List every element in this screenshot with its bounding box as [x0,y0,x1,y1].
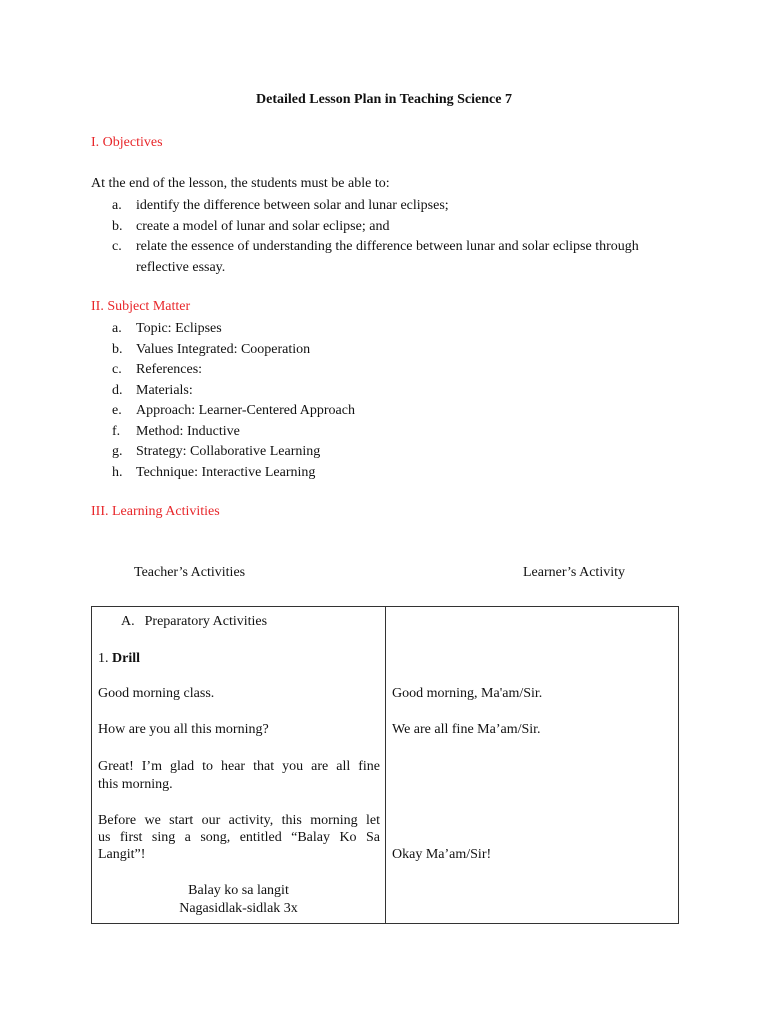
teacher-song-paragraph [98,812,380,863]
list-item [91,463,686,484]
learner-cell [386,607,679,924]
list-text: Strategy: Collaborative Learning [136,444,321,459]
list-item [91,319,686,340]
learner-greeting: Good morning, Ma'am/Sir. [392,686,543,701]
drill-title: Drill [112,651,140,666]
list-marker: b. [112,218,123,234]
list-text: identify the difference between solar and lunar eclipses; [136,198,449,213]
list-item [91,422,686,443]
table-row [92,607,679,924]
list-item [91,360,686,381]
list-text: Technique: Interactive Learning [136,464,316,480]
list-text: Method: Inductive [136,423,240,439]
list-marker: g. [112,444,123,459]
learner-answer: We are all fine Ma’am/Sir. [392,722,541,737]
paragraph-line: Before we start our activity, this morning let [98,813,380,828]
teacher-activities-header: Teacher’s Activities [134,565,246,580]
drill-heading [98,651,380,667]
list-text: create a model of lunar and solar eclipse; and [136,218,390,234]
list-item [91,237,686,278]
lyric-line: Balay ko sa langit [188,883,289,898]
teacher-greeting: Good morning class. [98,686,215,701]
list-marker: h. [112,464,123,480]
learner-okay: Okay Ma’am/Sir! [392,847,492,862]
list-marker: e. [112,403,122,418]
section-title-text: Preparatory Activities [144,614,268,629]
paragraph-line: us first sing a song, entitled “Balay Ko Sa [98,830,380,845]
list-marker: c. [112,239,122,254]
objectives-heading: I. Objectives [91,135,163,150]
song-lyrics [92,882,385,918]
list-text: relate the essence of understanding the difference between lunar and solar eclipse through reflective essay. [136,239,639,275]
list-item [91,442,686,463]
list-marker: f. [112,423,121,439]
activities-table [91,606,679,924]
list-item [91,340,686,361]
objectives-list [91,196,686,278]
paragraph-line: Great! I’m glad to hear that you are all fine [98,759,380,774]
list-marker: a. [112,321,122,336]
list-text: Values Integrated: Cooperation [136,341,311,357]
teacher-glad-paragraph [98,758,380,794]
list-marker: a. [112,198,122,213]
list-text: Topic: Eclipses [136,321,222,336]
objectives-intro: At the end of the lesson, the students must be able to: [91,176,390,191]
learner-activity-header: Learner’s Activity [523,565,625,580]
paragraph-line: Langit”! [98,847,146,862]
learning-activities-heading: III. Learning Activities [91,504,220,519]
teacher-cell [92,607,386,924]
list-item [91,217,686,238]
list-item [91,381,686,402]
list-marker: c. [112,362,122,377]
list-text: Approach: Learner-Centered Approach [136,403,355,418]
document-title: Detailed Lesson Plan in Teaching Science 7 [256,92,512,107]
section-marker: A. [121,614,135,629]
drill-number: 1. [98,651,109,666]
subject-matter-list [91,319,686,483]
list-item [91,196,686,217]
lyric-line: Nagasidlak-sidlak 3x [179,901,298,916]
list-marker: d. [112,382,123,398]
section-title [121,614,267,630]
list-item [91,401,686,422]
paragraph-line: this morning. [98,777,173,792]
list-text: Materials: [136,382,193,398]
subject-matter-heading: II. Subject Matter [91,299,191,314]
teacher-question: How are you all this morning? [98,722,269,737]
list-marker: b. [112,341,123,357]
list-text: References: [136,362,203,377]
